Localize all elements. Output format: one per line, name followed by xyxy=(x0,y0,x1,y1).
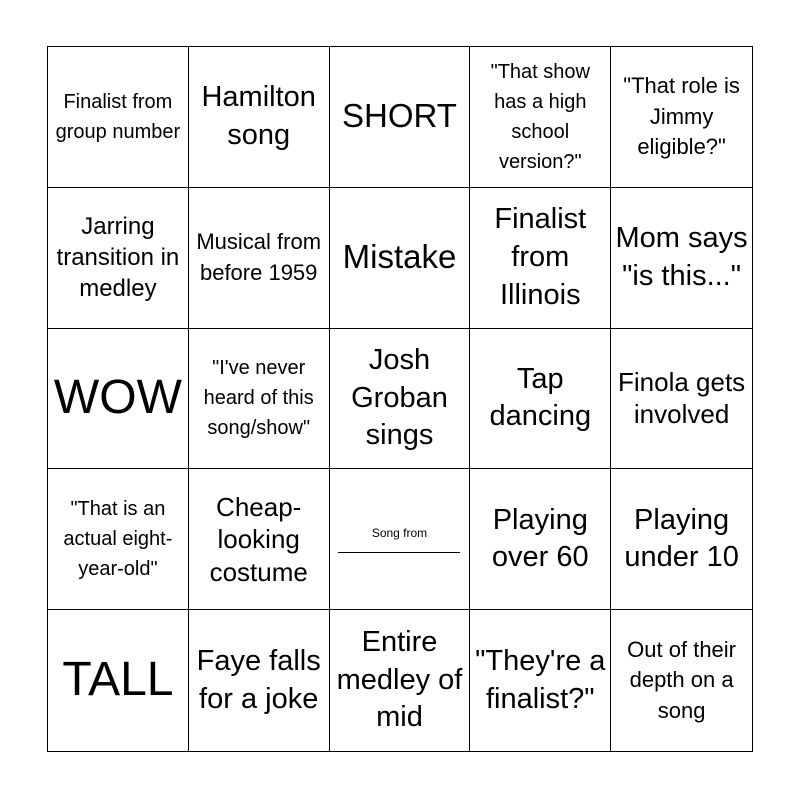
bingo-cell[interactable] xyxy=(470,47,611,188)
bingo-cell[interactable] xyxy=(611,188,752,329)
cell-text: Jarring transition in medley xyxy=(56,212,180,303)
cell-text: Playing over 60 xyxy=(491,503,589,574)
cell-text: Out of their depth on a song xyxy=(627,637,737,723)
bingo-cell[interactable] xyxy=(48,47,189,188)
cell-text: "That role is Jimmy eligible?" xyxy=(623,73,740,160)
cell-text: "I've never heard of this song/show" xyxy=(203,357,314,440)
bingo-cell[interactable] xyxy=(470,610,611,751)
cell-text: "That is an actual eight-year-old" xyxy=(63,498,173,581)
bingo-cell[interactable] xyxy=(470,188,611,329)
bingo-cell[interactable] xyxy=(470,329,611,470)
cell-text: "They're a finalist?" xyxy=(475,644,606,715)
bingo-cell[interactable] xyxy=(48,329,189,470)
bingo-cell[interactable] xyxy=(189,188,330,329)
free-space-cell[interactable] xyxy=(330,469,471,610)
bingo-cell[interactable] xyxy=(48,469,189,610)
bingo-cell[interactable] xyxy=(330,188,471,329)
cell-text: Entire medley of mid xyxy=(336,626,463,734)
free-space-text: Song from xyxy=(371,525,428,540)
cell-text: Mistake xyxy=(342,238,457,276)
cell-text: WOW xyxy=(53,371,182,425)
bingo-cell[interactable] xyxy=(48,188,189,329)
bingo-cell[interactable] xyxy=(470,469,611,610)
cell-text: Mom says "is this..." xyxy=(615,222,748,292)
bingo-cell[interactable] xyxy=(611,610,752,751)
cell-text: "That show has a high school version?" xyxy=(490,60,590,173)
bingo-cell[interactable] xyxy=(48,610,189,751)
cell-text: Playing under 10 xyxy=(624,503,739,574)
cell-text: Finalist from group number xyxy=(55,90,181,143)
cell-text: SHORT xyxy=(342,97,457,135)
cell-text: Hamilton song xyxy=(201,81,316,151)
cell-text: Tap dancing xyxy=(489,362,592,433)
bingo-cell[interactable] xyxy=(189,47,330,188)
cell-text: Finalist from Illinois xyxy=(494,203,587,311)
bingo-cell[interactable] xyxy=(330,47,471,188)
cell-text: Musical from before 1959 xyxy=(196,229,322,285)
cell-text: Cheap-looking costume xyxy=(209,491,308,587)
cell-text: Finola gets involved xyxy=(618,366,746,430)
bingo-cell[interactable] xyxy=(330,329,471,470)
bingo-cell[interactable] xyxy=(189,329,330,470)
bingo-cell[interactable] xyxy=(611,329,752,470)
bingo-board xyxy=(47,46,753,752)
bingo-cell[interactable] xyxy=(611,47,752,188)
cell-text: Faye falls for a joke xyxy=(196,644,321,715)
bingo-cell[interactable] xyxy=(330,610,471,751)
cell-text: TALL xyxy=(62,653,174,707)
cell-text: Josh Groban sings xyxy=(351,343,448,452)
bingo-cell[interactable] xyxy=(611,469,752,610)
bingo-cell[interactable] xyxy=(189,610,330,751)
free-space-line xyxy=(338,552,460,553)
bingo-cell[interactable] xyxy=(189,469,330,610)
